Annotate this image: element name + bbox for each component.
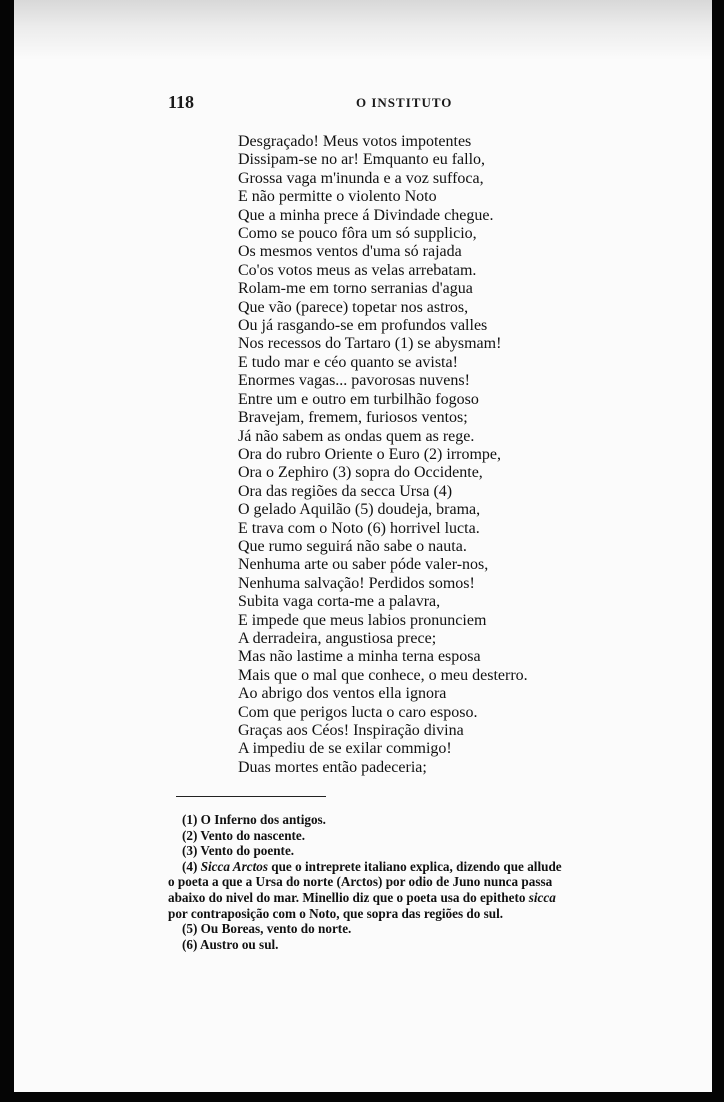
poem-line: Nenhuma salvação! Perdidos somos! — [238, 574, 475, 592]
running-title: O INSTITUTO — [356, 95, 453, 110]
poem-line: Ou já rasgando-se em profundos valles — [238, 317, 488, 335]
footnote-2: (2) Vento do nascente. — [182, 827, 306, 843]
poem-line: O gelado Aquilão (5) doudeja, brama, — [238, 501, 481, 519]
poem-line: Entre um e outro em turbilhão fogoso — [238, 390, 479, 408]
poem-line: Nenhuma arte ou saber póde valer-nos, — [238, 556, 489, 574]
footnote-1: (1) O Inferno dos antigos. — [182, 812, 326, 827]
poem-line: Rolam-me em torno serranias d'agua — [238, 280, 473, 298]
poem-line: Enormes vagas... pavorosas nuvens! — [238, 372, 470, 390]
poem-line: A derradeira, angustiosa prece; — [238, 629, 437, 647]
footnote-4-line-3-term: sicca — [528, 889, 556, 905]
footnotes — [168, 812, 648, 952]
poem-line: Com que perigos lucta o caro esposo. — [238, 703, 478, 721]
poem-line: E não permitte o violento Noto — [238, 188, 437, 206]
poem-line: Que a minha prece á Divindade chegue. — [238, 206, 494, 224]
footnote-3: (3) Vento do poente. — [182, 843, 295, 859]
poem-line: Duas mortes então padeceria; — [238, 758, 427, 776]
footnote-4-term: Sicca Arctos — [200, 858, 268, 874]
footnote-4-line-2: o poeta a que a Ursa do norte (Arctos) por odio de Juno nunca passa — [168, 874, 553, 890]
page-top-stain — [14, 0, 712, 60]
footnote-4-line-1 — [168, 859, 648, 875]
poem-line: Os mesmos ventos d'uma só rajada — [238, 243, 462, 261]
poem-line: Que rumo seguirá não sabe o nauta. — [238, 537, 467, 555]
footnote-4-line-3-text: abaixo do nivel do mar. Minellio diz que o poeta usa do epitheto — [168, 889, 526, 905]
poem-line: Que vão (parece) topetar nos astros, — [238, 298, 469, 316]
poem-line: A impediu de se exilar commigo! — [238, 740, 452, 758]
poem-line: E tudo mar e céo quanto se avista! — [238, 353, 458, 371]
poem-line: Bravejam, fremem, furiosos ventos; — [238, 409, 468, 427]
poem-line: Subita vaga corta-me a palavra, — [238, 593, 441, 611]
scan-border-left — [0, 0, 14, 1102]
poem-line: Ora do rubro Oriente o Euro (2) irrompe, — [238, 445, 502, 463]
page-number: 118 — [168, 92, 195, 112]
footnote-6: (6) Austro ou sul. — [182, 936, 279, 952]
poem-line: Ora das regiões da secca Ursa (4) — [238, 482, 453, 500]
page-header — [168, 92, 648, 112]
poem-body — [238, 133, 598, 777]
footnote-4-line-4: por contraposição com o Noto, que sopra das regiões do sul. — [168, 905, 504, 921]
scan-border-bottom — [0, 1092, 724, 1102]
poem-line: Nos recessos do Tartaro (1) se abysmam! — [238, 335, 502, 353]
poem-line: Co'os votos meus as velas arrebatam. — [238, 261, 477, 279]
poem-line: E impede que meus labios pronunciem — [238, 611, 487, 629]
footnote-4-line-3 — [168, 890, 648, 906]
poem-line: Dissipam-se no ar! Emquanto eu fallo, — [238, 151, 486, 169]
poem-line: Ao abrigo dos ventos ella ignora — [238, 685, 447, 703]
poem-line: Já não sabem as ondas quem as rege. — [238, 427, 475, 445]
poem-line: Mas não lastime a minha terna esposa — [238, 648, 481, 666]
scan-border-right — [712, 0, 724, 1102]
footnote-4-text: que o intreprete italiano explica, dizendo que allude — [271, 858, 562, 874]
poem-line: Graças aos Céos! Inspiração divina — [238, 722, 464, 739]
poem-line: E trava com o Noto (6) horrivel lucta. — [238, 519, 480, 537]
poem-line: Como se pouco fôra um só supplicio, — [238, 225, 477, 243]
poem-line: Mais que o mal que conhece, o meu desterro. — [238, 666, 528, 684]
footnote-4-number: (4) — [182, 858, 198, 874]
poem-line: Desgraçado! Meus votos impotentes — [238, 133, 472, 150]
poem-line: Grossa vaga m'inunda e a voz suffoca, — [238, 169, 484, 187]
footnote-5: (5) Ou Boreas, vento do norte. — [182, 921, 352, 937]
poem-line: Ora o Zephiro (3) sopra do Occidente, — [238, 464, 483, 482]
footnote-rule — [176, 796, 326, 797]
